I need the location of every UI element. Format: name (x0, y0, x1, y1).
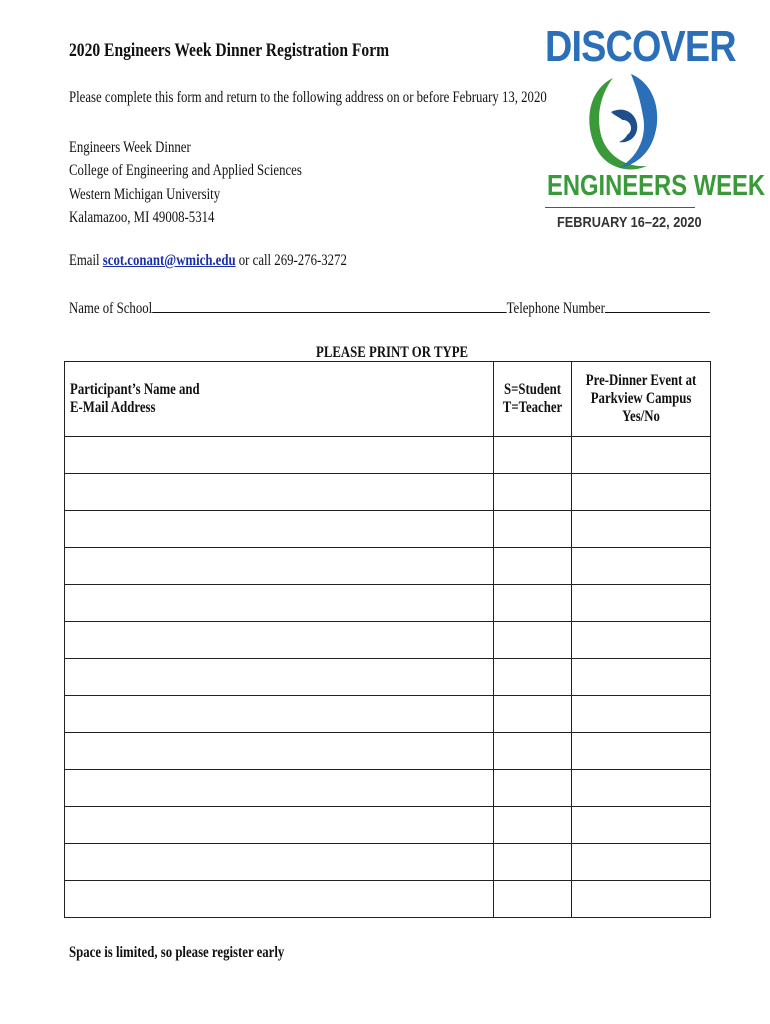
role-cell[interactable] (494, 585, 572, 622)
table-row (65, 474, 711, 511)
pre-dinner-cell[interactable] (572, 622, 711, 659)
participant-cell[interactable] (65, 696, 494, 733)
table-header-row (65, 362, 711, 437)
participant-cell[interactable] (65, 585, 494, 622)
email-prefix: Email (69, 252, 103, 269)
pre-dinner-cell[interactable] (572, 659, 711, 696)
role-cell[interactable] (494, 844, 572, 881)
header-role: S=Student T=Teacher (494, 362, 572, 437)
pre-dinner-cell[interactable] (572, 437, 711, 474)
contact-line (69, 252, 416, 270)
participant-cell[interactable] (65, 733, 494, 770)
table-row (65, 659, 711, 696)
pre-dinner-cell[interactable] (572, 548, 711, 585)
table-row (65, 548, 711, 585)
swirl-icon (583, 72, 663, 176)
table-row (65, 844, 711, 881)
participant-cell[interactable] (65, 548, 494, 585)
table-row (65, 807, 711, 844)
address-line: Kalamazoo, MI 49008-5314 (69, 208, 215, 226)
participant-cell[interactable] (65, 474, 494, 511)
address-line: College of Engineering and Applied Sciences (69, 162, 302, 180)
phone-field[interactable] (605, 297, 710, 313)
table-row (65, 770, 711, 807)
table-row (65, 585, 711, 622)
instructions: Please complete this form and return to the following address on or before February 13, 2020 (69, 89, 547, 106)
header-pre-dinner: Pre-Dinner Event at Parkview Campus Yes/No (572, 362, 711, 437)
table-row (65, 622, 711, 659)
participant-cell[interactable] (65, 844, 494, 881)
role-cell[interactable] (494, 881, 572, 918)
participant-cell[interactable] (65, 659, 494, 696)
role-cell[interactable] (494, 437, 572, 474)
participant-cell[interactable] (65, 622, 494, 659)
engineers-week-logo (545, 22, 766, 237)
pre-dinner-cell[interactable] (572, 474, 711, 511)
school-label: Name of School (69, 300, 153, 317)
print-note: PLEASE PRINT OR TYPE (316, 344, 469, 361)
logo-discover-text: DISCOVER (545, 22, 736, 71)
table-row (65, 881, 711, 918)
email-link[interactable]: scot.conant@wmich.edu (102, 252, 236, 269)
role-cell[interactable] (494, 622, 572, 659)
pre-dinner-cell[interactable] (572, 696, 711, 733)
header-participant: Participant’s Name and E-Mail Address (65, 362, 494, 437)
logo-divider (545, 207, 695, 208)
footer-note: Space is limited, so please register early (69, 944, 285, 961)
logo-date-text: FEBRUARY 16–22, 2020 (557, 214, 702, 231)
pre-dinner-cell[interactable] (572, 770, 711, 807)
phone-text: or call 269-276-3272 (235, 252, 347, 269)
participant-cell[interactable] (65, 807, 494, 844)
pre-dinner-cell[interactable] (572, 807, 711, 844)
participant-cell[interactable] (65, 881, 494, 918)
mailing-address (69, 136, 360, 229)
role-cell[interactable] (494, 474, 572, 511)
table-row (65, 696, 711, 733)
registration-table (64, 361, 711, 918)
pre-dinner-cell[interactable] (572, 585, 711, 622)
participant-cell[interactable] (65, 770, 494, 807)
role-cell[interactable] (494, 696, 572, 733)
school-phone-line (69, 297, 770, 318)
participant-cell[interactable] (65, 437, 494, 474)
pre-dinner-cell[interactable] (572, 511, 711, 548)
role-cell[interactable] (494, 733, 572, 770)
role-cell[interactable] (494, 659, 572, 696)
school-field[interactable] (152, 297, 506, 313)
role-cell[interactable] (494, 548, 572, 585)
address-line: Engineers Week Dinner (69, 139, 191, 156)
phone-label: Telephone Number (506, 300, 605, 317)
role-cell[interactable] (494, 770, 572, 807)
form-title: 2020 Engineers Week Dinner Registration Form (69, 40, 390, 61)
table-row (65, 733, 711, 770)
pre-dinner-cell[interactable] (572, 881, 711, 918)
address-line: Western Michigan University (69, 185, 221, 203)
role-cell[interactable] (494, 511, 572, 548)
table-row (65, 511, 711, 548)
role-cell[interactable] (494, 807, 572, 844)
table-row (65, 437, 711, 474)
pre-dinner-cell[interactable] (572, 844, 711, 881)
logo-engineers-week-text: ENGINEERS WEEK (547, 170, 766, 202)
participant-cell[interactable] (65, 511, 494, 548)
pre-dinner-cell[interactable] (572, 733, 711, 770)
